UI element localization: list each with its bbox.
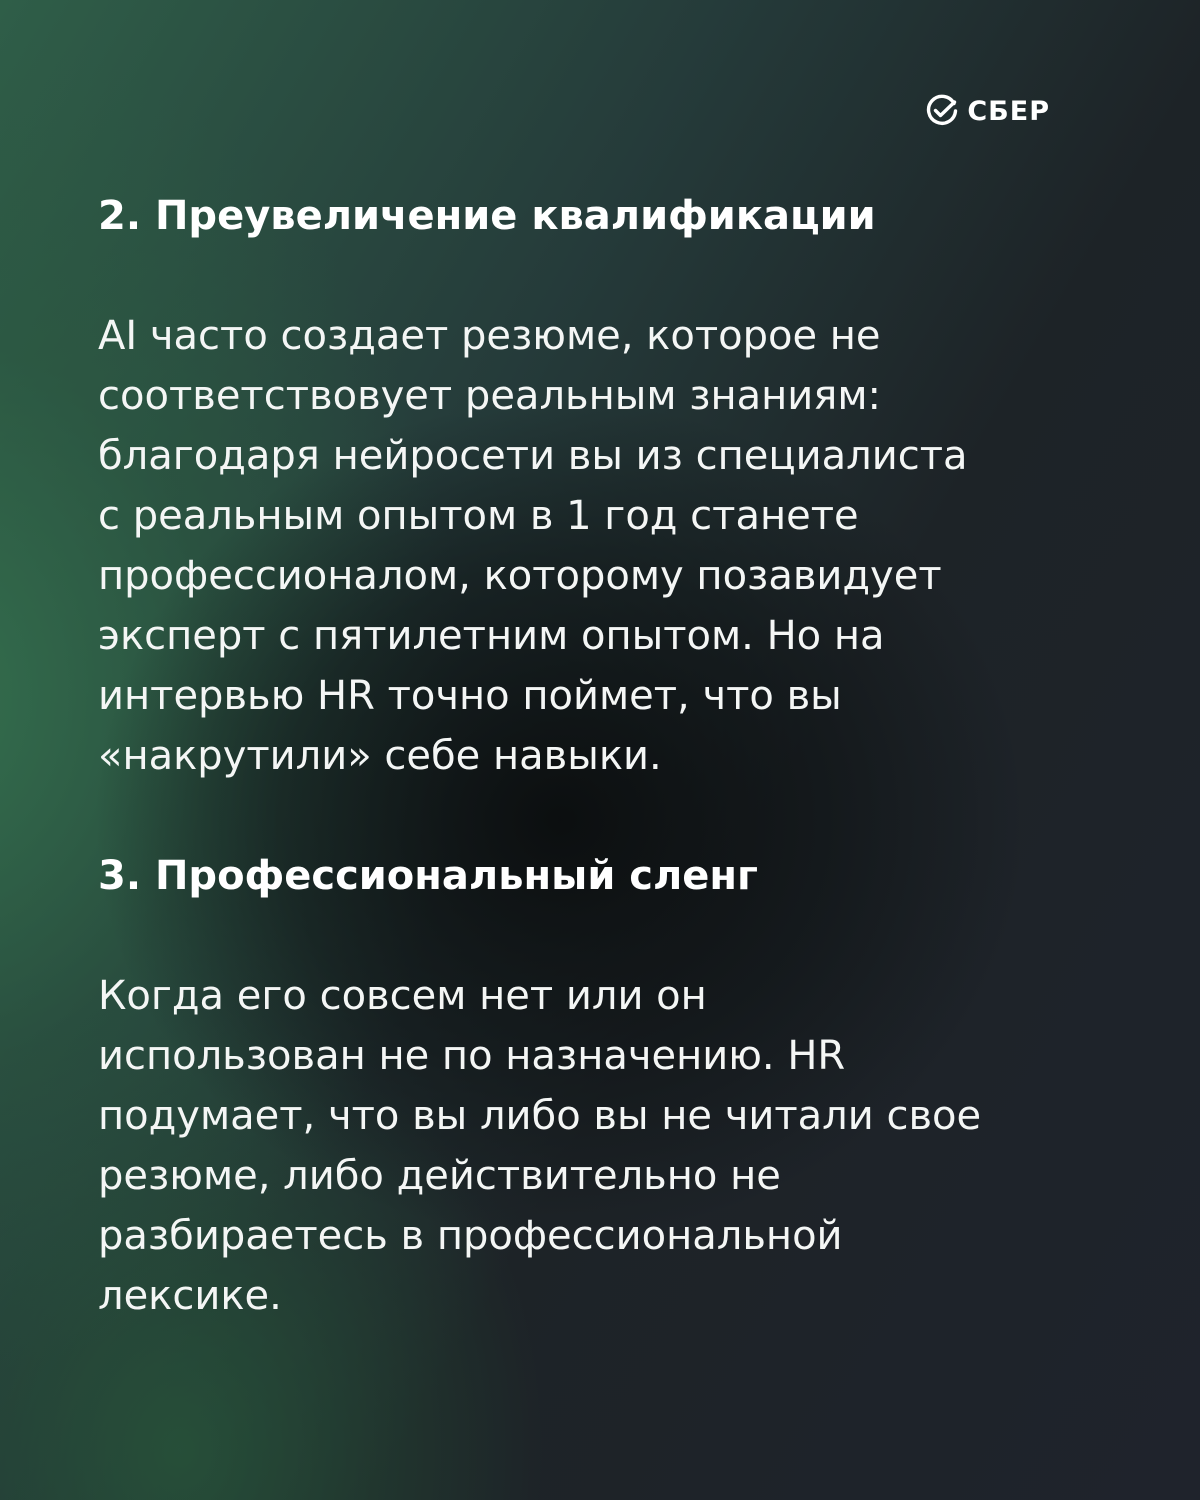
paragraph-line: с реальным опытом в 1 год станете xyxy=(98,493,859,539)
paragraph-line: лексике. xyxy=(98,1273,282,1319)
section-2-paragraph xyxy=(98,306,1158,786)
paragraph-line: разбираетесь в профессиональной xyxy=(98,1213,843,1259)
paragraph-line: эксперт с пятилетним опытом. Но на xyxy=(98,613,885,659)
paragraph-line: интервью HR точно поймет, что вы xyxy=(98,673,842,719)
logo-text: СБЕР xyxy=(967,95,1050,127)
section-2-title: 2. Преувеличение квалификации xyxy=(98,193,876,239)
paragraph-line: резюме, либо действительно не xyxy=(98,1153,781,1199)
section-3-paragraph xyxy=(98,966,1158,1326)
paragraph-line: благодаря нейросети вы из специалиста xyxy=(98,433,968,479)
paragraph-line: Когда его совсем нет или он xyxy=(98,973,707,1019)
content xyxy=(98,186,1158,1326)
sber-logo xyxy=(925,94,1050,128)
paragraph-line: соответствовует реальным знаниям: xyxy=(98,373,882,419)
paragraph-line: AI часто создает резюме, которое не xyxy=(98,313,881,359)
paragraph-line: «накрутили» себе навыки. xyxy=(98,733,662,779)
paragraph-line: использован не по назначению. HR xyxy=(98,1033,846,1079)
sber-check-icon xyxy=(925,94,959,128)
paragraph-line: подумает, что вы либо вы не читали свое xyxy=(98,1093,982,1139)
paragraph-line: профессионалом, которому позавидует xyxy=(98,553,942,599)
section-3-title: 3. Профессиональный сленг xyxy=(98,853,758,899)
